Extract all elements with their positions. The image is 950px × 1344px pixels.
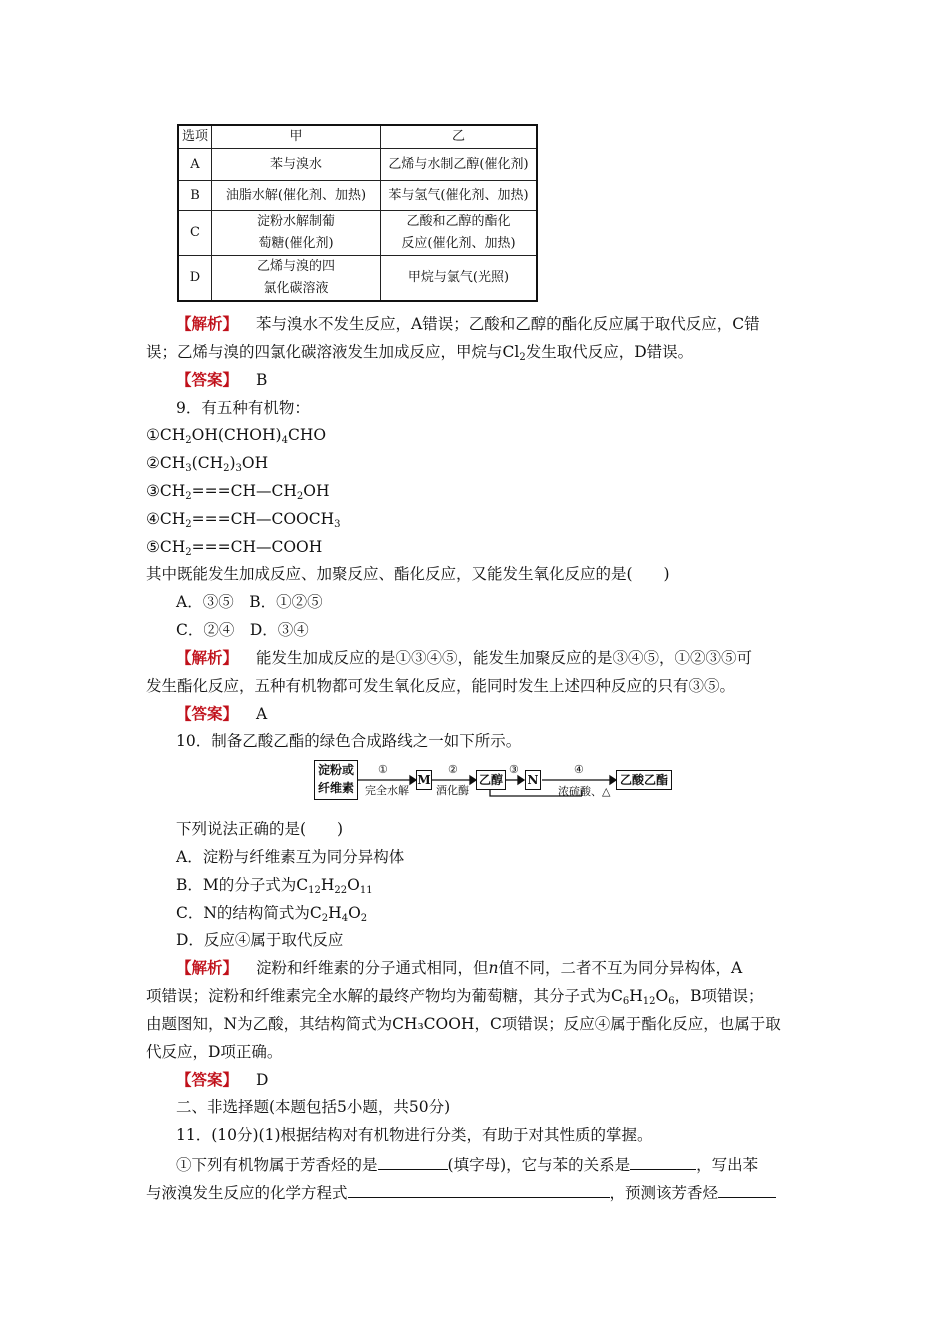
q10-analysis-line: 【解析】 淀粉和纤维素的分子通式相同，但n值不同，二者不互为同分异构体，A [176,958,743,977]
q10-analysis-line: 代反应，D项正确。 [146,1043,283,1061]
analysis-text: 能发生加成反应的是①③④⑤，能发生加聚反应的是③④⑤，①②③⑤可 [256,649,753,667]
q9-stem: 9．有五种有机物： [176,399,310,417]
table-row [178,181,537,211]
synthesis-route-diagram [312,760,674,804]
table-header-cell: 选项 [178,125,212,149]
section-heading: 二、非选择题(本题包括5小题，共50分) [176,1098,451,1116]
q9-analysis-line: 发生酯化反应，五种有机物都可发生氧化反应，能同时发生上述四种反应的只有③⑤。 [146,677,736,695]
table-cell: 乙烯与水制乙醇(催化剂) [381,149,538,181]
table-cell: 甲烷与氯气(光照) [381,256,538,302]
cell-line: 氯化碳溶液 [263,281,329,296]
start-box: 淀粉或 纤维素 [314,760,358,800]
table-row [178,211,537,256]
table-cell [381,211,538,256]
q10-question: 下列说法正确的是( ) [176,820,344,838]
product-box: 乙酸乙酯 [616,770,672,790]
n-box: N [525,770,541,790]
analysis-text: 发生取代反应，D错误。 [525,343,694,361]
analysis-tag: 【解析】 [176,958,239,977]
step-4-condition: 浓硫酸、△ [558,785,611,798]
q10-option-d: D．反应④属于取代反应 [176,931,344,949]
answer-blank[interactable] [630,1153,696,1170]
cell-line: 乙烯与溴的四 [256,259,335,274]
table-cell [212,211,381,256]
table-row [178,256,537,302]
answer-value: B [256,371,268,389]
table-header-row [178,125,537,149]
analysis-text: 误；乙烯与溴的四氯化碳溶液发生加成反应，甲烷与Cl [146,343,520,361]
q10-option-a: A．淀粉与纤维素互为同分异构体 [176,848,405,866]
step-2-label: ② [448,763,458,776]
table-header-cell: 甲 [212,125,381,149]
options-table [177,124,538,302]
answer-blank[interactable] [718,1181,776,1198]
step-1-condition: 完全水解 [365,784,409,797]
compound-3: $③CH_2===CH—CH_2OH$ [146,482,330,502]
step-1-label: ① [378,763,388,776]
cell-line: 萄糖(催化剂) [258,236,334,251]
answer-tag: 【答案】 [176,370,239,389]
q11-stem: 11．(10分)(1)根据结构对有机物进行分类，有助于对其性质的掌握。 [176,1126,653,1144]
q10-analysis-line: 项错误；淀粉和纤维素完全水解的最终产物均为葡萄糖，其分子式为$C_6H_{12}O_6$，B项错误； [146,987,764,1007]
table-cell: B [178,181,212,211]
q10-option-b: B．M的分子式为$C_{12}H_{22}O_{11}$ [176,876,373,896]
compound-4: $④CH_2===CH—COOCH_3$ [146,510,341,530]
q9-analysis-line [176,648,752,668]
q9-options-ab: A．③⑤ B．①②⑤ [176,593,323,611]
analysis-tag: 【解析】 [176,314,239,333]
table-cell: 油脂水解(催化剂、加热) [212,181,381,211]
q11-line: ①下列有机物属于芳香烃的是 (填字母)，它与苯的关系是 ，写出苯 [176,1153,758,1175]
table-cell: D [178,256,212,302]
answer-value: D [256,1071,269,1089]
table-cell: 苯与溴水 [212,149,381,181]
q9-answer [176,704,267,724]
q11-line: 与液溴发生反应的化学方程式 ，预测该芳香烃 [146,1181,776,1203]
answer-blank[interactable] [348,1181,610,1198]
step-2-condition: 酒化酶 [436,784,469,797]
analysis-tag: 【解析】 [176,648,239,667]
q10-analysis-line: 由题图知，N为乙酸，其结构简式为CH₃COOH，C项错误；反应④属于酯化反应，也属于取 [146,1015,781,1033]
table-cell: A [178,149,212,181]
q8-analysis-line [176,314,760,334]
table-header-cell: 乙 [381,125,538,149]
compound-5: $⑤CH_2===CH—COOH$ [146,538,323,558]
answer-blank[interactable] [378,1153,448,1170]
cell-line: 淀粉水解制葡 [256,214,335,229]
step-4-label: ④ [574,763,584,776]
compound-1: $①CH_2OH(CHOH)_4CHO$ [146,426,327,446]
q10-answer [176,1070,268,1090]
table-cell: C [178,211,212,256]
answer-value: A [256,705,268,723]
answer-tag: 【答案】 [176,704,239,723]
step-3-label: ③ [509,763,519,776]
analysis-text: 苯与溴水不发生反应，A错误；乙酸和乙醇的酯化反应属于取代反应，C错 [256,315,760,333]
ethanol-box: 乙醇 [476,770,506,790]
answer-tag: 【答案】 [176,1070,239,1089]
table-cell [212,256,381,302]
q10-option-c: C．N的结构简式为$C_2H_4O_2$ [176,904,368,924]
q8-analysis-line [146,342,693,362]
subscript: 2 [519,352,526,363]
cell-line: 乙酸和乙醇的酯化 [406,214,511,229]
q9-question: 其中既能发生加成反应、加聚反应、酯化反应，又能发生氧化反应的是( ) [146,565,670,583]
compound-2: $②CH_3(CH_2)_3OH$ [146,454,269,474]
q8-answer [176,370,267,390]
m-box: M [416,770,432,790]
table-row [178,149,537,181]
q9-options-cd: C．②④ D．③④ [176,621,309,639]
table-cell: 苯与氢气(催化剂、加热) [381,181,538,211]
cell-line: 反应(催化剂、加热) [401,236,516,251]
q10-stem: 10．制备乙酸乙酯的绿色合成路线之一如下所示。 [176,732,522,750]
